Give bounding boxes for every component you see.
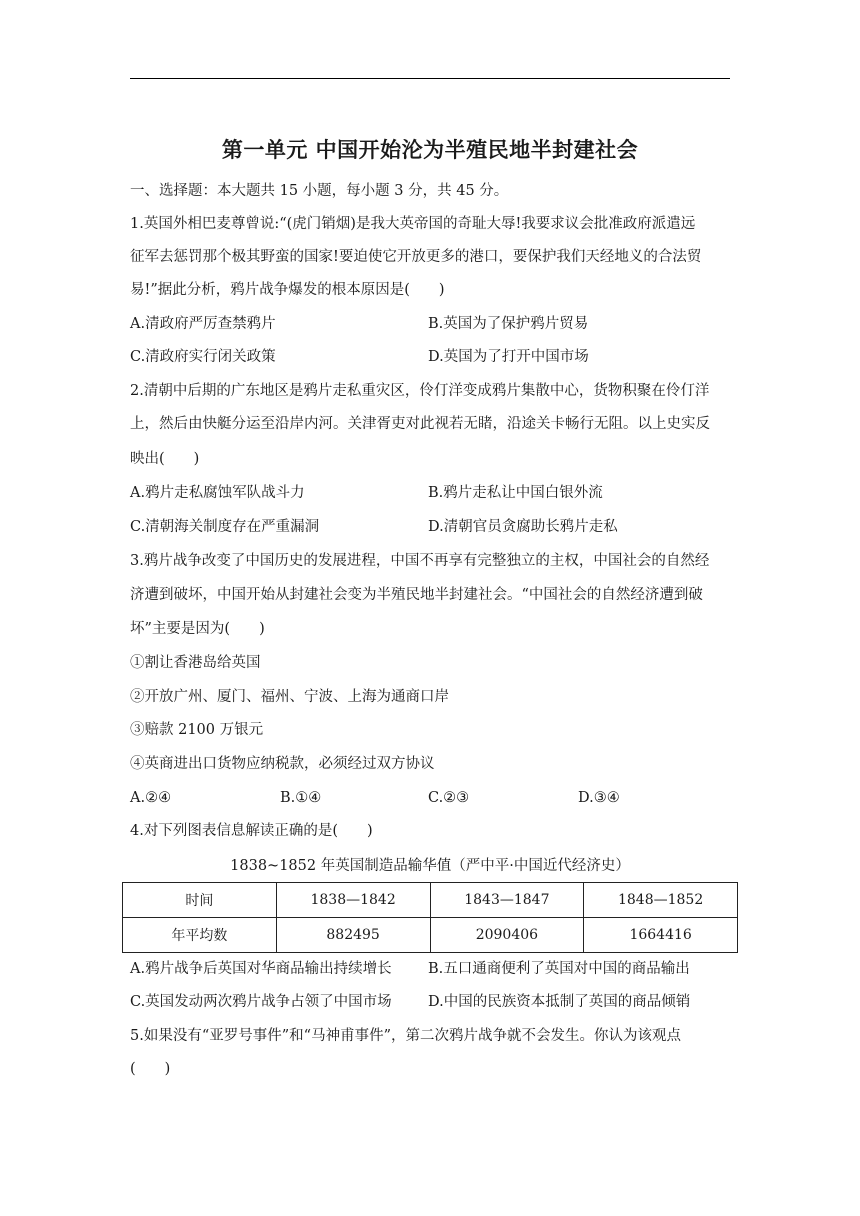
table-cell: 2090406 [430, 918, 584, 953]
q3-item: ②开放广州、厦门、福州、宁波、上海为通商口岸 [130, 689, 449, 705]
q2-options-row [130, 483, 730, 503]
q3-option-c: C.②③ [428, 790, 470, 806]
q1-stem-line: 易!”据此分析，鸦片战争爆发的根本原因是( ) [130, 282, 445, 298]
q4-option-d: D.中国的民族资本抵制了英国的商品倾销 [428, 994, 691, 1010]
q1-stem-line: 征军去惩罚那个极其野蛮的国家!要迫使它开放更多的港口，要保护我们天经地义的合法贸 [130, 249, 702, 265]
q1-option-b: B.英国为了保护鸦片贸易 [428, 316, 589, 332]
data-table [122, 882, 738, 953]
q1-option-a: A.清政府严厉查禁鸦片 [130, 316, 276, 332]
q2-option-d: D.清朝官员贪腐助长鸦片走私 [428, 519, 618, 535]
q3-stem-line: 3.鸦片战争改变了中国历史的发展进程，中国不再享有完整独立的主权，中国社会的自然经 [130, 553, 710, 569]
q3-stem-line: 坏”主要是因为( ) [130, 621, 265, 637]
q1-stem-line: 1.英国外相巴麦尊曾说:“(虎门销烟)是我大英帝国的奇耻大辱!我要求议会批准政府派遣远 [130, 216, 696, 232]
q5-stem-line: 5.如果没有“亚罗号事件”和“马神甫事件”，第二次鸦片战争就不会发生。你认为该观点 [130, 1028, 681, 1044]
q2-stem-line: 2.清朝中后期的广东地区是鸦片走私重灾区，伶仃洋变成鸦片集散中心，货物积聚在伶仃洋 [130, 383, 710, 399]
q4-stem: 4.对下列图表信息解读正确的是( ) [130, 823, 373, 839]
q3-option-b: B.①④ [280, 790, 322, 806]
section-heading: 一、选择题：本大题共 15 小题，每小题 3 分，共 45 分。 [130, 183, 509, 199]
q4-option-b: B.五口通商便利了英国对中国的商品输出 [428, 961, 690, 977]
table-cell: 1664416 [584, 918, 738, 953]
q2-stem-line: 映出( ) [130, 451, 200, 467]
q3-stem-line: 济遭到破坏，中国开始从封建社会变为半殖民地半封建社会。“中国社会的自然经济遭到破 [130, 587, 703, 603]
q4-option-a: A.鸦片战争后英国对华商品输出持续增长 [130, 961, 392, 977]
q1-options-row [130, 347, 730, 367]
table-cell: 时间 [123, 883, 277, 918]
table-caption: 1838~1852 年英国制造品输华值（严中平·中国近代经济史） [230, 858, 630, 874]
q3-item: ①割让香港岛给英国 [130, 655, 261, 671]
q2-stem-line: 上，然后由快艇分运至沿岸内河。关津胥吏对此视若无睹，沿途关卡畅行无阻。以上史实反 [130, 416, 710, 432]
q1-option-d: D.英国为了打开中国市场 [428, 349, 589, 365]
q4-option-c: C.英国发动两次鸦片战争占领了中国市场 [130, 994, 392, 1010]
q2-option-c: C.清朝海关制度存在严重漏洞 [130, 519, 320, 535]
table-cell: 1848—1852 [584, 883, 738, 918]
table-cell: 1843—1847 [430, 883, 584, 918]
table-cell: 882495 [276, 918, 430, 953]
table-cell: 1838—1842 [276, 883, 430, 918]
q4-options-row [130, 992, 730, 1012]
q5-stem-line: ( ) [130, 1061, 171, 1077]
table-row [123, 883, 738, 918]
q3-option-a: A.②④ [130, 790, 172, 806]
q3-item: ④英商进出口货物应纳税款，必须经过双方协议 [130, 756, 435, 772]
table-cell: 年平均数 [123, 918, 277, 953]
q2-options-row [130, 517, 730, 537]
page-title: 第一单元 中国开始沦为半殖民地半封建社会 [221, 138, 639, 162]
q2-option-b: B.鸦片走私让中国白银外流 [428, 485, 603, 501]
header-rule [130, 78, 730, 79]
q1-option-c: C.清政府实行闭关政策 [130, 349, 276, 365]
q4-options-row [130, 959, 730, 979]
q3-item: ③赔款 2100 万银元 [130, 722, 264, 738]
q1-options-row [130, 314, 730, 334]
q2-option-a: A.鸦片走私腐蚀军队战斗力 [130, 485, 305, 501]
q3-option-d: D.③④ [578, 790, 620, 806]
table-row [123, 918, 738, 953]
